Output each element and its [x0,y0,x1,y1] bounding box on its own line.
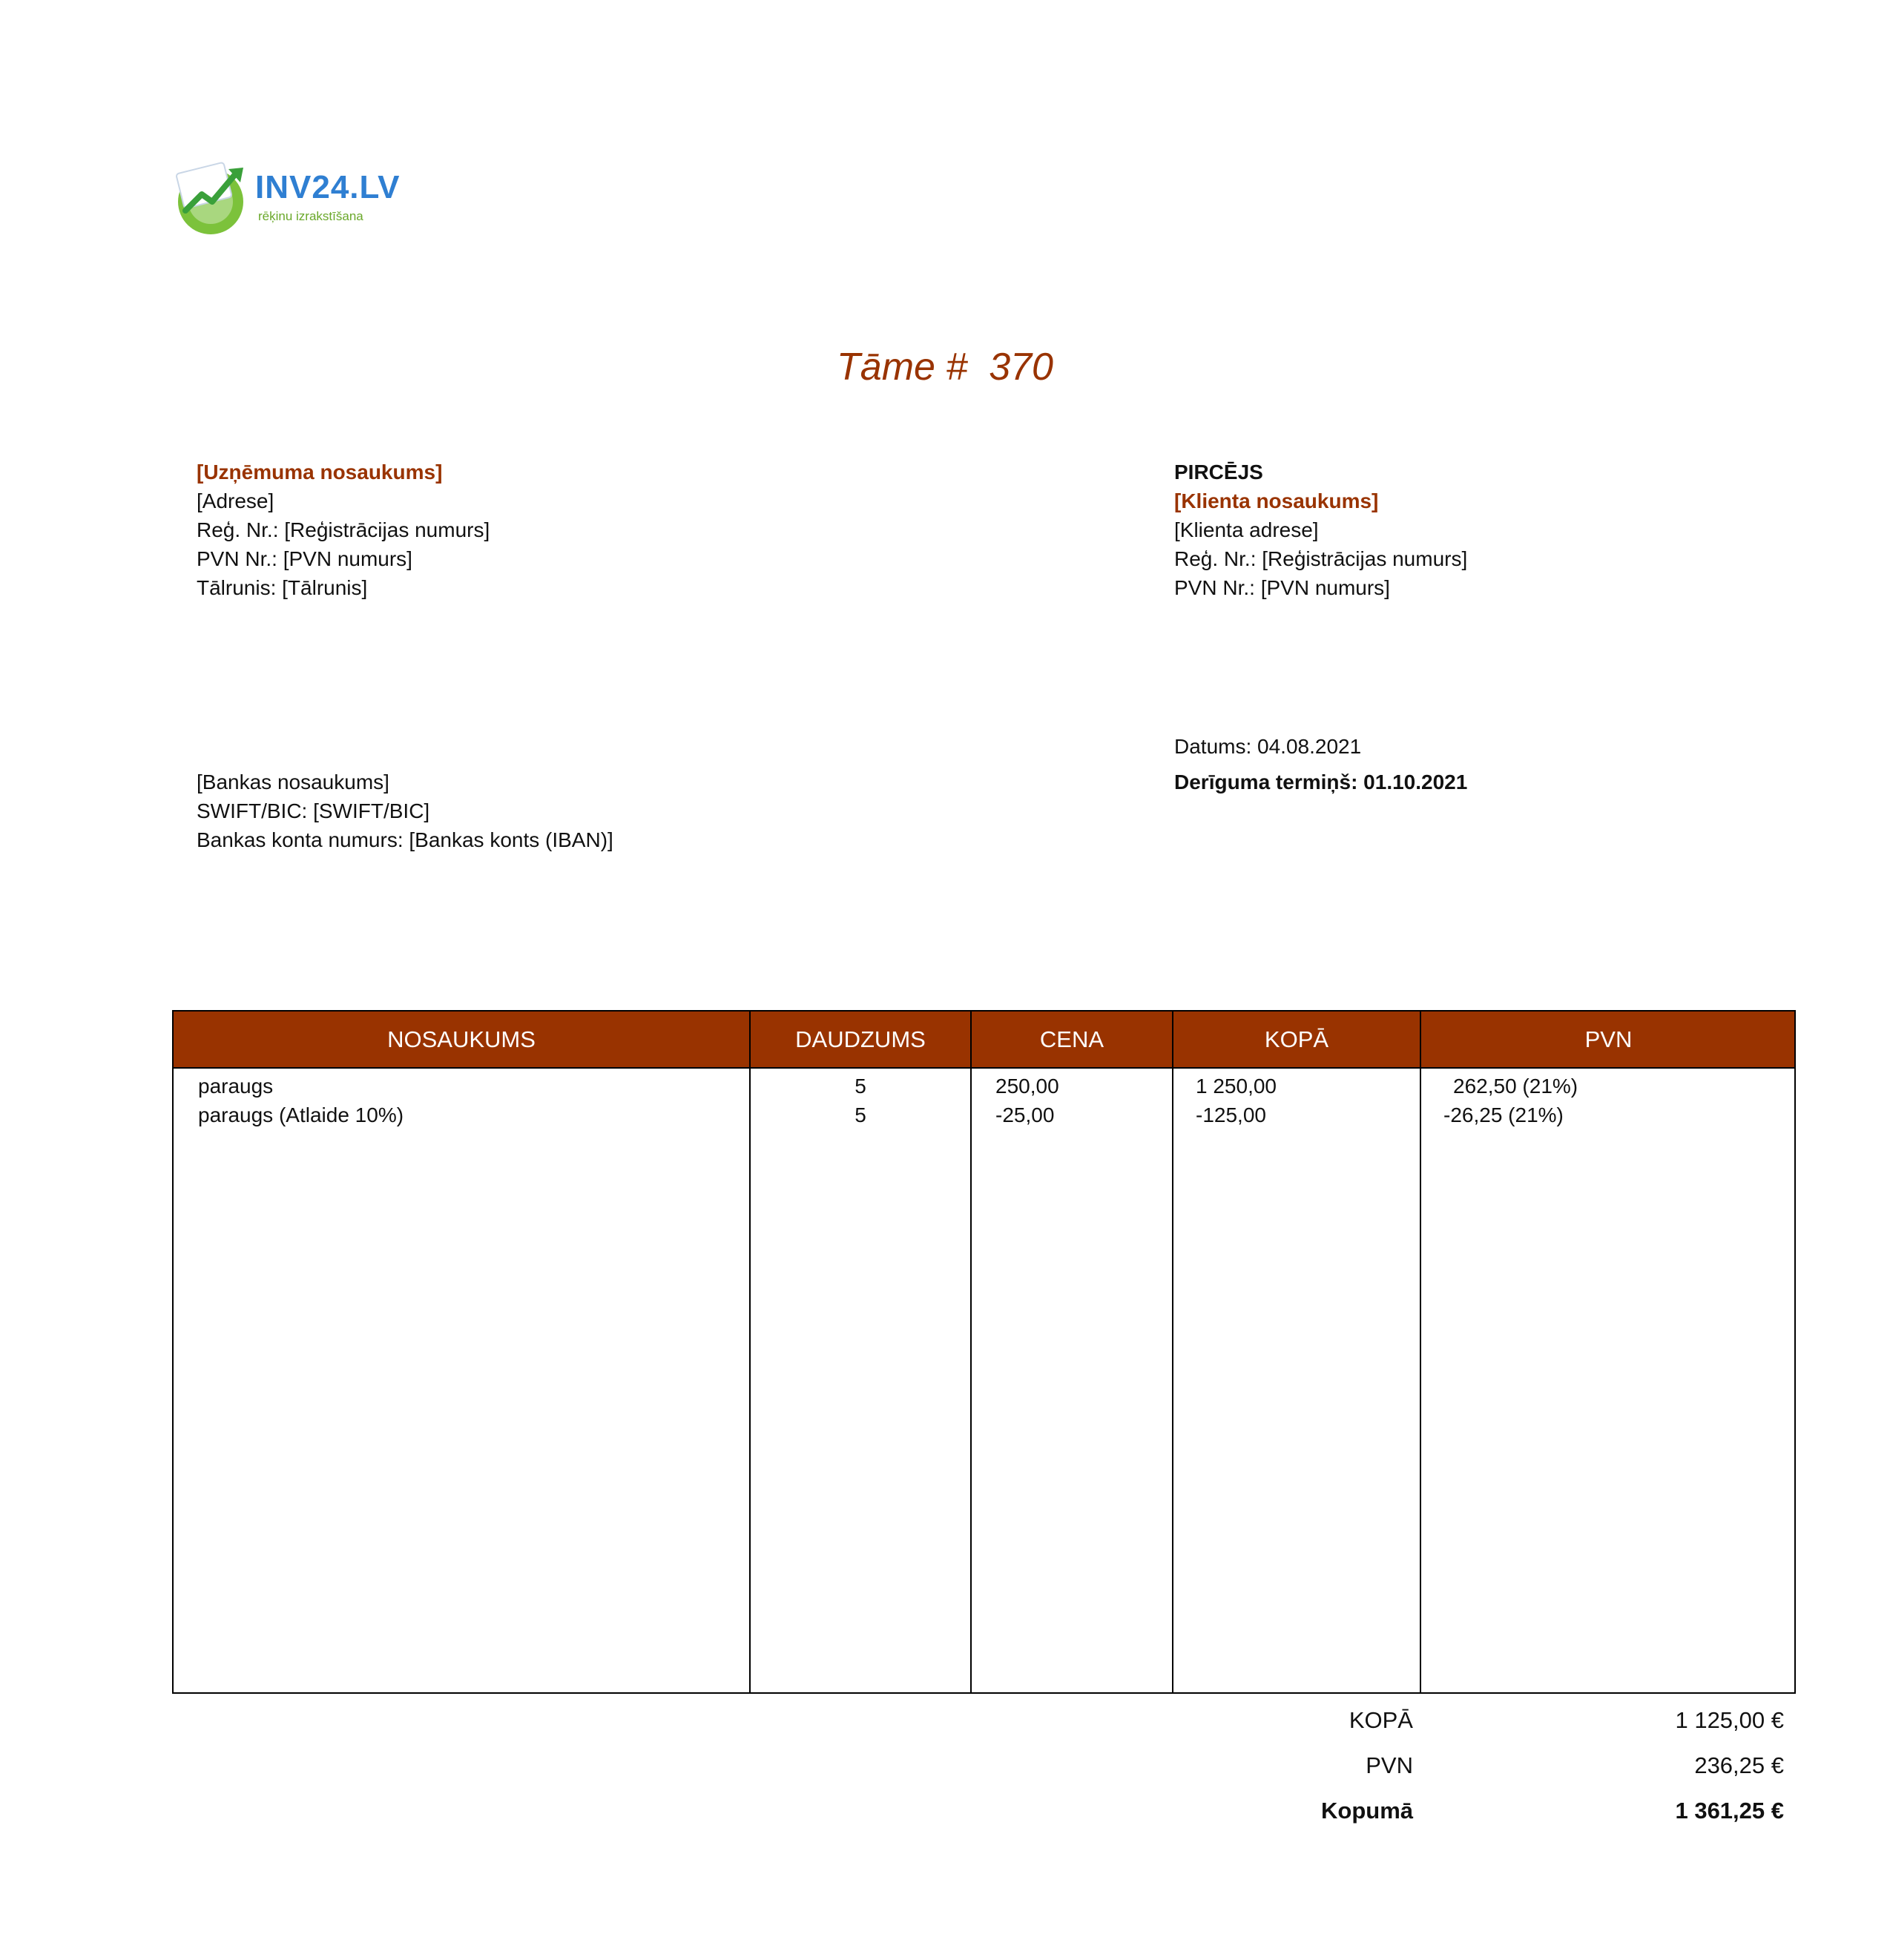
validity-date: Derīguma termiņš: 01.10.2021 [1174,771,1468,793]
buyer-name: [Klienta nosaukums] [1174,489,1379,512]
row2-name: paraugs (Atlaide 10%) [198,1103,404,1126]
seller-address: [Adrese] [197,489,274,512]
row2-total: -125,00 [1196,1103,1266,1126]
logo-brand-text: INV24.LV [255,169,401,205]
subtotal-value: 1 125,00 € [1675,1707,1784,1733]
column-divider [970,1012,972,1692]
header-nosaukums: NOSAUKUMS [387,1026,536,1052]
seller-reg: Reģ. Nr.: [Reģistrācijas numurs] [197,518,490,541]
header-pvn: PVN [1584,1026,1633,1052]
seller-vat: PVN Nr.: [PVN numurs] [197,547,412,570]
buyer-address: [Klienta adrese] [1174,518,1319,541]
row2-vat: -26,25 (21%) [1443,1103,1564,1126]
row2-qty: 5 [855,1103,866,1126]
logo-mark-icon [172,157,254,239]
subtotal-label: KOPĀ [1349,1707,1413,1733]
row2-price: -25,00 [995,1103,1055,1126]
row1-name: paraugs [198,1075,274,1098]
bank-name: [Bankas nosaukums] [197,771,389,793]
company-logo [172,157,424,239]
row1-vat: 262,50 (21%) [1453,1075,1578,1098]
column-divider [1420,1012,1421,1692]
buyer-reg: Reģ. Nr.: [Reģistrācijas numurs] [1174,547,1468,570]
grand-total-label: Kopumā [1321,1798,1413,1824]
row1-total: 1 250,00 [1196,1075,1277,1098]
bank-block [197,768,938,854]
header-kopa: KOPĀ [1264,1026,1329,1052]
items-table [172,1010,1796,1694]
bank-account: Bankas konta numurs: [Bankas konts (IBAN)] [197,828,613,851]
buyer-vat: PVN Nr.: [PVN numurs] [1174,576,1390,599]
seller-block [197,458,864,602]
header-daudzums: DAUDZUMS [795,1026,926,1052]
seller-name: [Uzņēmuma nosaukums] [197,461,443,484]
title-number: 370 [989,346,1053,389]
row1-qty: 5 [855,1075,866,1098]
grand-total-value: 1 361,25 € [1675,1798,1784,1824]
column-divider [1172,1012,1173,1692]
row1-price: 250,00 [995,1075,1059,1098]
document-title [0,345,1890,389]
logo-tagline: rēķinu izrakstīšana [258,209,363,223]
bank-swift: SWIFT/BIC: [SWIFT/BIC] [197,799,430,822]
issue-date: Datums: 04.08.2021 [1174,735,1362,758]
dates-block [1174,732,1842,796]
vat-total-label: PVN [1366,1752,1413,1778]
title-prefix: Tāme # [837,346,968,389]
vat-total-value: 236,25 € [1694,1752,1784,1778]
seller-phone: Tālrunis: [Tālrunis] [197,576,368,599]
buyer-heading: PIRCĒJS [1174,461,1263,484]
header-cena: CENA [1039,1026,1104,1052]
buyer-block [1174,458,1842,602]
